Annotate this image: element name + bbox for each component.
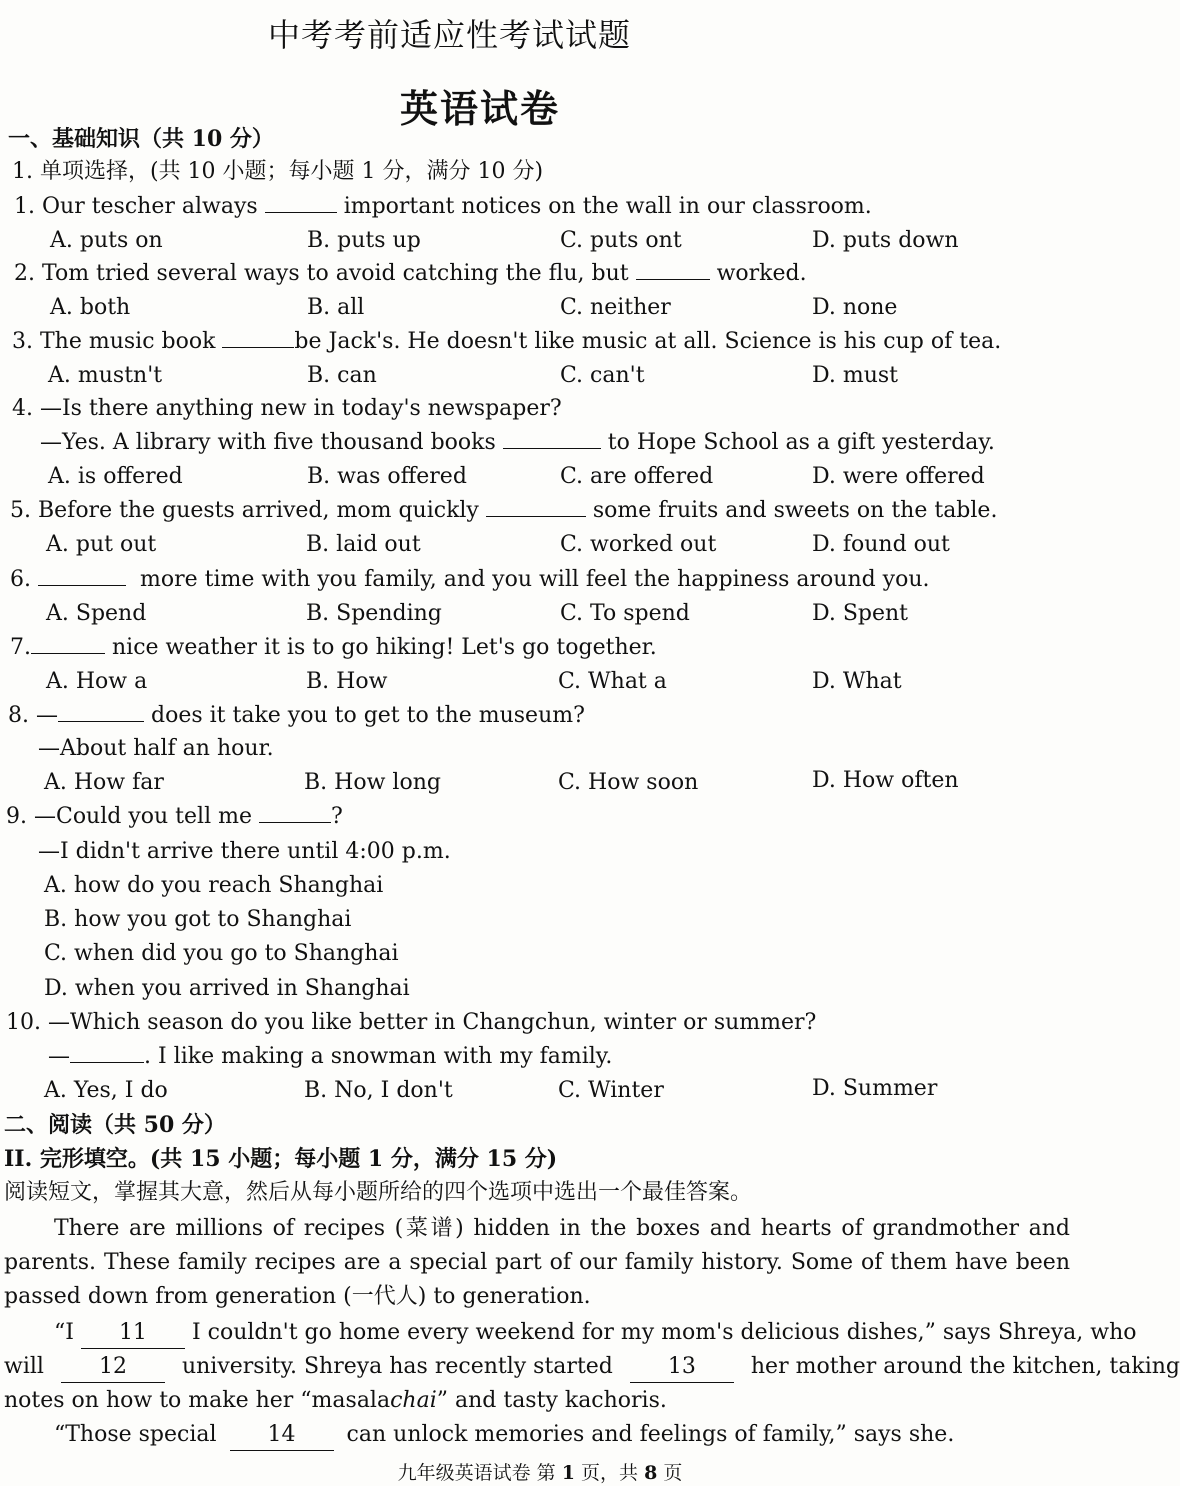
- passage-paragraph-2-line3: [4, 1386, 667, 1416]
- option-a: A. Yes, I do: [44, 1078, 168, 1103]
- question-text: 5. Before the guests arrived, mom quickly: [10, 498, 479, 523]
- question-text: ?: [331, 804, 343, 829]
- question-5: [10, 496, 997, 526]
- option-c: C. Winter: [558, 1078, 664, 1103]
- page-total: 8: [644, 1462, 658, 1484]
- part2-heading: 二、阅读（共 50 分）: [4, 1112, 226, 1138]
- question-text: 8. —: [8, 703, 58, 728]
- footer-text: 九年级英语试卷 第: [397, 1462, 556, 1484]
- question-text: more time with you family, and you will feel the happiness around you.: [140, 567, 930, 592]
- passage-text: will: [4, 1354, 44, 1379]
- question-text: 6.: [10, 567, 31, 592]
- question-text: 3. The music book: [12, 329, 216, 354]
- paper-title: 英语试卷: [400, 86, 561, 131]
- option-d: D. found out: [812, 532, 950, 557]
- question-4: 4. —Is there anything new in today's newspaper?: [12, 396, 562, 421]
- passage-text: “I: [54, 1320, 74, 1345]
- option-a: A. How a: [46, 669, 148, 694]
- option-d: D. none: [812, 295, 898, 320]
- option-c: C. when did you go to Shanghai: [44, 941, 399, 966]
- exam-title: 中考考前适应性考试试题: [268, 16, 632, 54]
- passage-text: her mother around the kitchen, taking: [750, 1354, 1180, 1379]
- question-text: . I like making a snowman with my family.: [144, 1044, 613, 1069]
- question-7: [10, 633, 657, 663]
- question-text: important notices on the wall in our classroom.: [343, 194, 872, 219]
- answer-blank: [503, 428, 601, 449]
- option-b: B. puts up: [307, 228, 421, 253]
- question-text: nice weather it is to go hiking! Let's go together.: [112, 635, 657, 660]
- question-text: —: [48, 1044, 70, 1069]
- option-d: D. Summer: [812, 1076, 938, 1101]
- part1-subheading: 1. 单项选择，(共 10 小题；每小题 1 分，满分 10 分): [12, 159, 544, 184]
- option-d: D. must: [812, 363, 899, 388]
- part1-heading: 一、基础知识（共 10 分）: [8, 126, 274, 152]
- option-c: C. To spend: [560, 601, 690, 626]
- cloze-blank-13: 13: [630, 1352, 734, 1383]
- answer-blank: [259, 802, 331, 823]
- option-b: B. can: [307, 363, 377, 388]
- question-10-line2: [48, 1042, 612, 1072]
- question-text: worked.: [716, 261, 807, 286]
- answer-blank: [31, 633, 105, 654]
- option-c: C. worked out: [560, 532, 717, 557]
- passage-paragraph-3: [54, 1420, 954, 1451]
- option-c: C. puts ont: [560, 228, 682, 253]
- option-b: B. how you got to Shanghai: [44, 907, 352, 932]
- question-text: does it take you to get to the museum?: [150, 703, 585, 728]
- option-d: D. Spent: [812, 601, 909, 626]
- answer-blank: [636, 259, 710, 280]
- question-text: 1. Our tescher always: [14, 194, 258, 219]
- option-a: A. how do you reach Shanghai: [44, 873, 384, 898]
- question-9: [6, 802, 343, 832]
- page-footer: [0, 1458, 1080, 1485]
- answer-blank: [70, 1042, 144, 1063]
- passage-text: university. Shreya has recently started: [181, 1354, 613, 1379]
- passage-text: “Those special: [54, 1422, 217, 1447]
- option-c: C. can't: [560, 363, 645, 388]
- option-b: B. Spending: [306, 601, 442, 626]
- footer-text: 页，共: [581, 1462, 639, 1484]
- option-c: C. What a: [558, 669, 667, 694]
- question-4-line2: [40, 428, 995, 458]
- answer-blank: [486, 496, 586, 517]
- question-text: 7.: [10, 635, 31, 660]
- question-3: [12, 327, 1001, 357]
- cloze-blank-12: 12: [61, 1352, 165, 1383]
- passage-paragraph-1: There are millions of recipes (菜谱) hidden in the boxes and hearts of grandmother and parents. These family recipes are a special part of our family history. Some of them have been passed down from generation (一代人) to generation.: [4, 1216, 1070, 1309]
- passage-emphasis: chai: [390, 1388, 437, 1413]
- option-d: D. when you arrived in Shanghai: [44, 976, 410, 1001]
- cloze-blank-11: 11: [81, 1318, 185, 1349]
- question-text: to Hope School as a gift yesterday.: [607, 430, 995, 455]
- passage-text: notes on how to make her “masala: [4, 1388, 391, 1413]
- passage-paragraph-2-line2: [4, 1352, 1180, 1383]
- option-b: B. laid out: [306, 532, 421, 557]
- option-c: C. are offered: [560, 464, 714, 489]
- cloze-blank-14: 14: [230, 1420, 334, 1451]
- question-text: —Yes. A library with five thousand books: [40, 430, 496, 455]
- option-a: A. mustn't: [48, 363, 163, 388]
- answer-blank: [38, 565, 126, 586]
- question-6: [10, 565, 930, 595]
- passage-paragraph-2-line1: [54, 1318, 1137, 1349]
- passage-text: I couldn't go home every weekend for my mom's delicious dishes,” says Shreya, who: [191, 1320, 1137, 1345]
- option-a: A. both: [50, 295, 131, 320]
- answer-blank: [265, 192, 337, 213]
- part2-subheading: II. 完形填空。(共 15 小题；每小题 1 分，满分 15 分): [4, 1146, 558, 1172]
- answer-blank: [222, 327, 294, 348]
- option-b: B. was offered: [307, 464, 467, 489]
- question-text: some fruits and sweets on the table.: [592, 498, 998, 523]
- option-c: C. How soon: [558, 770, 699, 795]
- question-8: [8, 701, 585, 731]
- option-a: A. put out: [46, 532, 157, 557]
- question-text: be Jack's. He doesn't like music at all. Science is his cup of tea.: [294, 329, 1002, 354]
- option-b: B. How: [306, 669, 388, 694]
- option-d: D. puts down: [812, 228, 959, 253]
- option-a: A. How far: [44, 770, 164, 795]
- option-a: A. Spend: [46, 601, 147, 626]
- option-b: B. How long: [304, 770, 441, 795]
- option-a: A. puts on: [50, 228, 163, 253]
- option-a: A. is offered: [48, 464, 183, 489]
- option-d: D. What: [812, 669, 902, 694]
- option-b: B. No, I don't: [304, 1078, 453, 1103]
- passage-text: ” and tasty kachoris.: [436, 1388, 667, 1413]
- question-2: [14, 259, 807, 289]
- question-text: 9. —Could you tell me: [6, 804, 252, 829]
- question-8-line2: —About half an hour.: [38, 736, 274, 761]
- passage-text: can unlock memories and feelings of family,” says she.: [346, 1422, 955, 1447]
- question-10: 10. —Which season do you like better in Changchun, winter or summer?: [6, 1010, 817, 1035]
- page-number: 1: [561, 1462, 575, 1484]
- option-c: C. neither: [560, 295, 671, 320]
- option-d: D. were offered: [812, 464, 985, 489]
- question-9-line2: —I didn't arrive there until 4:00 p.m.: [38, 839, 451, 864]
- question-text: 2. Tom tried several ways to avoid catching the flu, but: [14, 261, 629, 286]
- footer-text: 页: [663, 1462, 683, 1484]
- option-d: D. How often: [812, 768, 959, 793]
- question-1: [14, 192, 872, 222]
- option-b: B. all: [307, 295, 365, 320]
- answer-blank: [58, 701, 144, 722]
- part2-instruction: 阅读短文，掌握其大意，然后从每小题所给的四个选项中选出一个最佳答案。: [4, 1180, 753, 1205]
